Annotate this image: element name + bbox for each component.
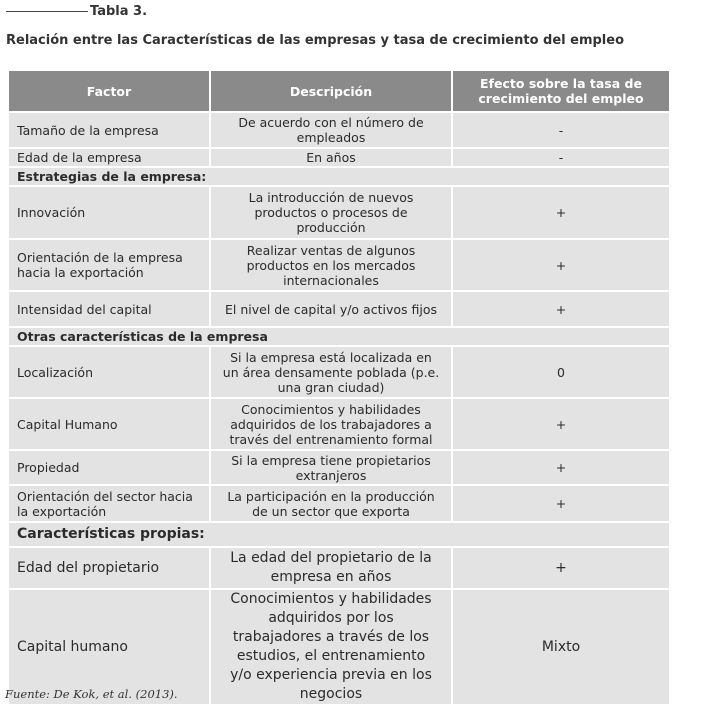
factor-cell: Orientación del sector hacia la exportación: [8, 485, 210, 522]
description-cell: Conocimientos y habilidades adquiridos por los trabajadores a través de los estudios, el entrenamiento y/o experiencia previa en los negocios: [210, 589, 452, 705]
header-factor: Factor: [8, 70, 210, 112]
label-rule: [6, 11, 88, 12]
table-row: [8, 291, 670, 327]
table-row: [8, 547, 670, 589]
effect-cell: -: [452, 112, 670, 148]
factor-cell: Intensidad del capital: [8, 291, 210, 327]
factor-cell: Capital Humano: [8, 398, 210, 450]
data-table: [7, 69, 671, 706]
table-row: [8, 112, 670, 148]
description-cell: Conocimientos y habilidades adquiridos de los trabajadores a través del entrenamiento formal: [210, 398, 452, 450]
table-caption: Relación entre las Características de las empresas y tasa de crecimiento del empleo: [6, 33, 625, 48]
section-heading: Características propias:: [8, 522, 670, 547]
table-row: [8, 239, 670, 291]
description-cell: La participación en la producción de un sector que exporta: [210, 485, 452, 522]
description-cell: La introducción de nuevos productos o procesos de producción: [210, 186, 452, 239]
description-cell: Realizar ventas de algunos productos en los mercados internacionales: [210, 239, 452, 291]
section-heading: Otras características de la empresa: [8, 327, 670, 346]
factor-cell: Propiedad: [8, 450, 210, 485]
effect-cell: +: [452, 547, 670, 589]
effect-cell: +: [452, 186, 670, 239]
table-label: [6, 2, 147, 20]
effect-cell: +: [452, 485, 670, 522]
factor-cell: Localización: [8, 346, 210, 398]
description-cell: En años: [210, 148, 452, 167]
factor-cell: Capital humano: [8, 589, 210, 705]
description-cell: De acuerdo con el número de empleados: [210, 112, 452, 148]
table-row: [8, 398, 670, 450]
factor-cell: Orientación de la empresa hacia la exportación: [8, 239, 210, 291]
table-row: [8, 346, 670, 398]
description-cell: El nivel de capital y/o activos fijos: [210, 291, 452, 327]
description-cell: La edad del propietario de la empresa en años: [210, 547, 452, 589]
section-row: [8, 167, 670, 186]
table-row: [8, 148, 670, 167]
header-effect: Efecto sobre la tasa de crecimiento del empleo: [452, 70, 670, 112]
effect-cell: Mixto: [452, 589, 670, 705]
effect-cell: +: [452, 239, 670, 291]
table-row: [8, 186, 670, 239]
effect-cell: 0: [452, 346, 670, 398]
effect-cell: +: [452, 398, 670, 450]
factor-cell: Edad del propietario: [8, 547, 210, 589]
description-cell: Si la empresa tiene propietarios extranjeros: [210, 450, 452, 485]
section-row: [8, 327, 670, 346]
factor-cell: Innovación: [8, 186, 210, 239]
effect-cell: -: [452, 148, 670, 167]
factor-cell: Tamaño de la empresa: [8, 112, 210, 148]
effect-cell: +: [452, 450, 670, 485]
table-row: [8, 450, 670, 485]
factor-cell: Edad de la empresa: [8, 148, 210, 167]
section-row: [8, 522, 670, 547]
header-description: Descripción: [210, 70, 452, 112]
source-note: Fuente: De Kok, et al. (2013).: [5, 687, 178, 701]
header-row: [8, 70, 670, 112]
effect-cell: +: [452, 291, 670, 327]
table-number: Tabla 3.: [90, 3, 148, 19]
section-heading: Estrategias de la empresa:: [8, 167, 670, 186]
table-row: [8, 485, 670, 522]
description-cell: Si la empresa está localizada en un área densamente poblada (p.e. una gran ciudad): [210, 346, 452, 398]
